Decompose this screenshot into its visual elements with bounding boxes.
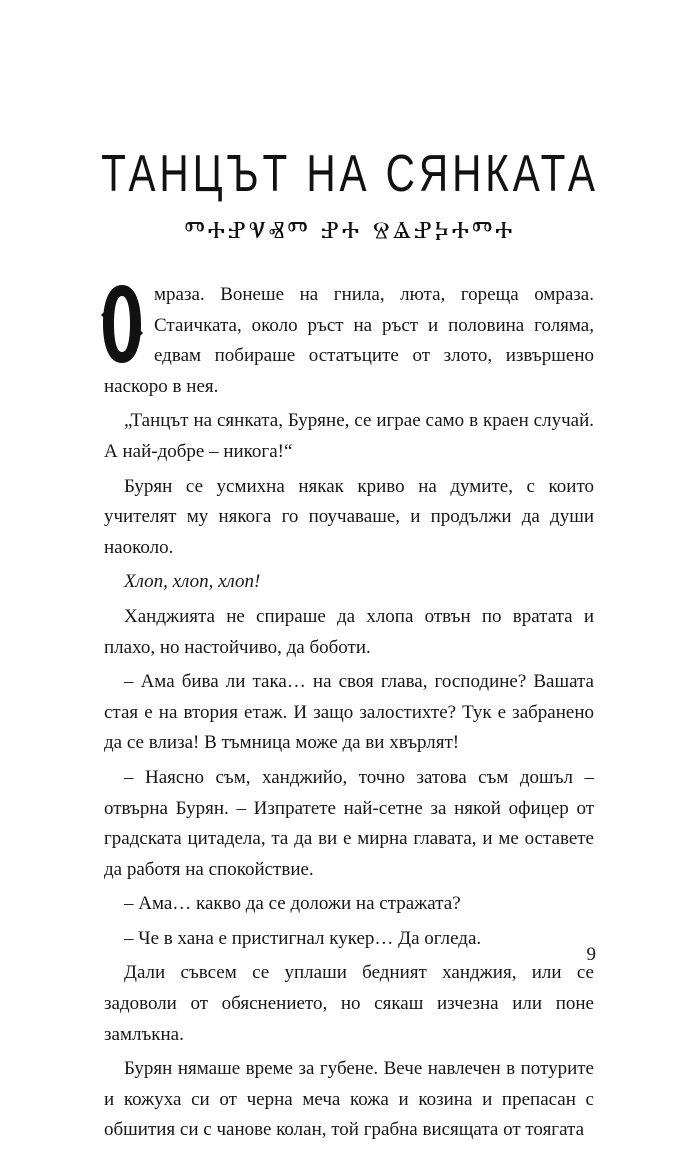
paragraph-7: – Наясно съм, ханджийо, точно затова съм дошъл – отвърна Бурян. – Изпратете най-сетне за някой офицер от градската цитадела, та да ви е мирна главата, и ме оставете да работя на спокойствие. (104, 766, 594, 880)
paragraph-1 (104, 280, 594, 402)
paragraph-5: Ханджията не спираше да хлопа отвън по вратата и плахо, но настойчиво, да боботи. (104, 605, 594, 658)
dropcap-o (100, 282, 144, 366)
dropcap-o-glyph (100, 282, 144, 366)
paragraph-11: Бурян нямаше време за губене. Вече навлечен в потурите и кожуха си от черна меча кожа и козина и препасан с обшития си с чанове колан, той грабна висящата от тоягата (104, 1058, 594, 1141)
paragraph-2: „Танцът на сянката, Буряне, се играе само в краен случай. А най-добре – никога!“ (104, 410, 594, 462)
paragraph-3: Бурян се усмихна някак криво на думите, с които учителят му някога го поучаваше, и продължи да души наоколо. (104, 475, 594, 558)
paragraph-1-text: мраза. Вонеше на гнила, люта, гореща омраза. Стаичката, около ръст на ръст и половина голяма, едвам побираше остатъците от злото, извършено наскоро в нея. (104, 284, 594, 397)
paragraph-10: Дали съвсем се уплаши бедният ханджия, или се задоволи от обяснението, но сякаш изчезна или поне замлъкна. (104, 962, 594, 1045)
page-number: 9 (586, 944, 596, 965)
paragraph-9: – Че в хана е пристигнал кукер… Да огледа. (124, 927, 482, 949)
paragraph-4-italic: Хлоп, хлоп, хлоп! (124, 571, 261, 593)
chapter-title: ТАНЦЪТ НА СЯНКАТА (101, 145, 599, 203)
chapter-ornament-glagolitic: ⰕⰀⰐⰜⰟⰕ ⰐⰀ ⰔⰡⰐⰍⰀⰕⰀ (184, 216, 516, 244)
paragraph-6: – Ама бива ли така… на своя глава, господине? Вашата стая е на втория етаж. И защо залостихте? Тук е забранено да се влиза! В тъмница може да ви хвърлят! (104, 671, 594, 754)
chapter-body (104, 280, 594, 1150)
paragraph-8: – Ама… какво да се доложи на стражата? (124, 893, 461, 915)
